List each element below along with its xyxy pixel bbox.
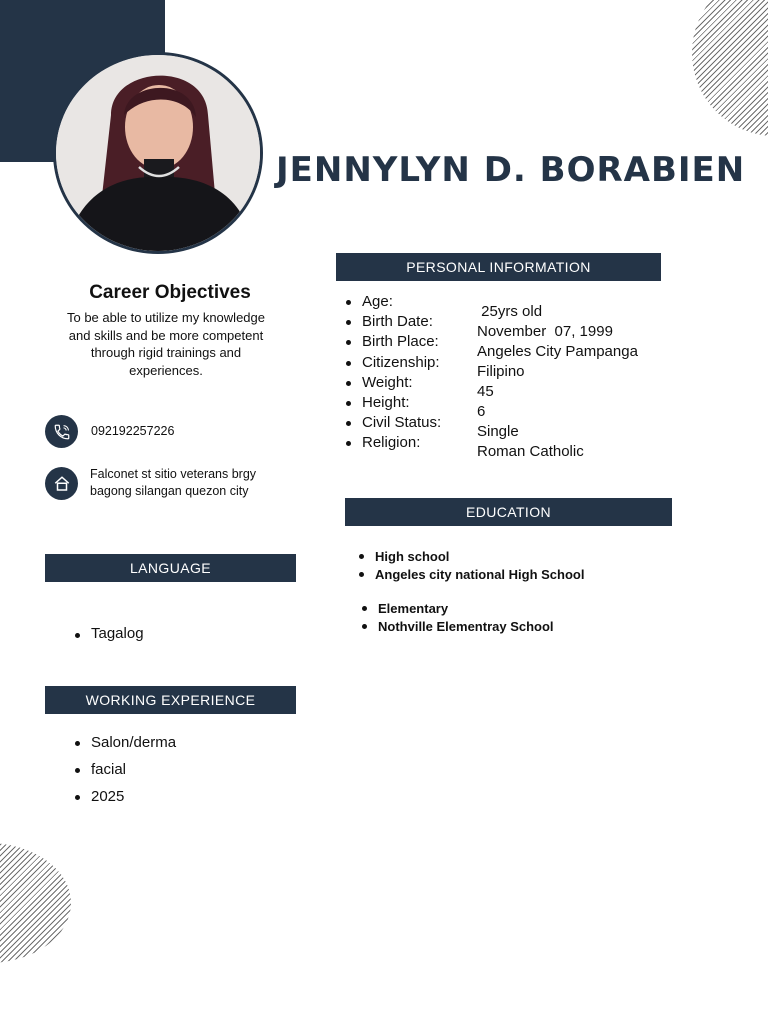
personal-information-heading-label: PERSONAL INFORMATION xyxy=(406,259,591,275)
phone-number: 092192257226 xyxy=(91,424,175,438)
info-value: Single xyxy=(477,423,519,440)
phone-icon xyxy=(45,415,78,448)
hatched-circle-decoration xyxy=(0,843,71,963)
info-value: Filipino xyxy=(477,363,525,380)
personal-info-labels xyxy=(344,292,441,454)
info-label: Age: xyxy=(344,292,441,312)
education-item: Nothville Elementray School xyxy=(360,618,554,636)
info-value: November 07, 1999 xyxy=(477,323,613,340)
info-label: Citizenship: xyxy=(344,353,441,373)
full-name: JENNYLYN D. BORABIEN xyxy=(276,150,746,190)
info-label: Birth Place: xyxy=(344,332,441,352)
hatched-circle-decoration xyxy=(692,0,768,136)
info-value: Angeles City Pampanga xyxy=(477,343,638,360)
work-item: 2025 xyxy=(73,787,176,814)
info-label: Religion: xyxy=(344,433,441,453)
education-heading-label: EDUCATION xyxy=(465,504,551,520)
personal-info-values xyxy=(477,302,638,462)
info-value: 25yrs old xyxy=(477,303,543,320)
career-objectives-title: Career Objectives xyxy=(89,282,251,303)
working-experience-list xyxy=(73,733,176,814)
info-value: 45 xyxy=(477,383,494,400)
language-list xyxy=(73,625,144,642)
language-heading xyxy=(45,554,296,582)
home-icon xyxy=(45,467,78,500)
personal-information-heading xyxy=(336,253,661,281)
work-item: Salon/derma xyxy=(73,733,176,760)
career-objectives-text: To be able to utilize my knowledge and skills and be more competent through rigid trainings and experiences. xyxy=(66,310,265,378)
working-experience-heading xyxy=(45,686,296,714)
address: Falconet st sitio veterans brgy bagong silangan quezon city xyxy=(90,467,257,498)
education-item: Angeles city national High School xyxy=(357,566,584,584)
education-item: Elementary xyxy=(360,600,554,618)
education-list xyxy=(357,548,584,584)
info-label: Birth Date: xyxy=(344,312,441,332)
language-item: Tagalog xyxy=(73,625,144,642)
info-label: Civil Status: xyxy=(344,413,441,433)
profile-photo xyxy=(53,52,263,254)
education-heading xyxy=(345,498,672,526)
language-heading-label: LANGUAGE xyxy=(130,560,211,576)
info-value: Roman Catholic xyxy=(477,443,584,460)
work-item: facial xyxy=(73,760,176,787)
education-item: High school xyxy=(357,548,584,566)
profile-photo-illustration xyxy=(56,55,260,251)
info-value: 6 xyxy=(477,403,486,420)
education-list xyxy=(360,600,554,636)
working-experience-heading-label: WORKING EXPERIENCE xyxy=(85,692,256,708)
info-label: Weight: xyxy=(344,373,441,393)
info-label: Height: xyxy=(344,393,441,413)
